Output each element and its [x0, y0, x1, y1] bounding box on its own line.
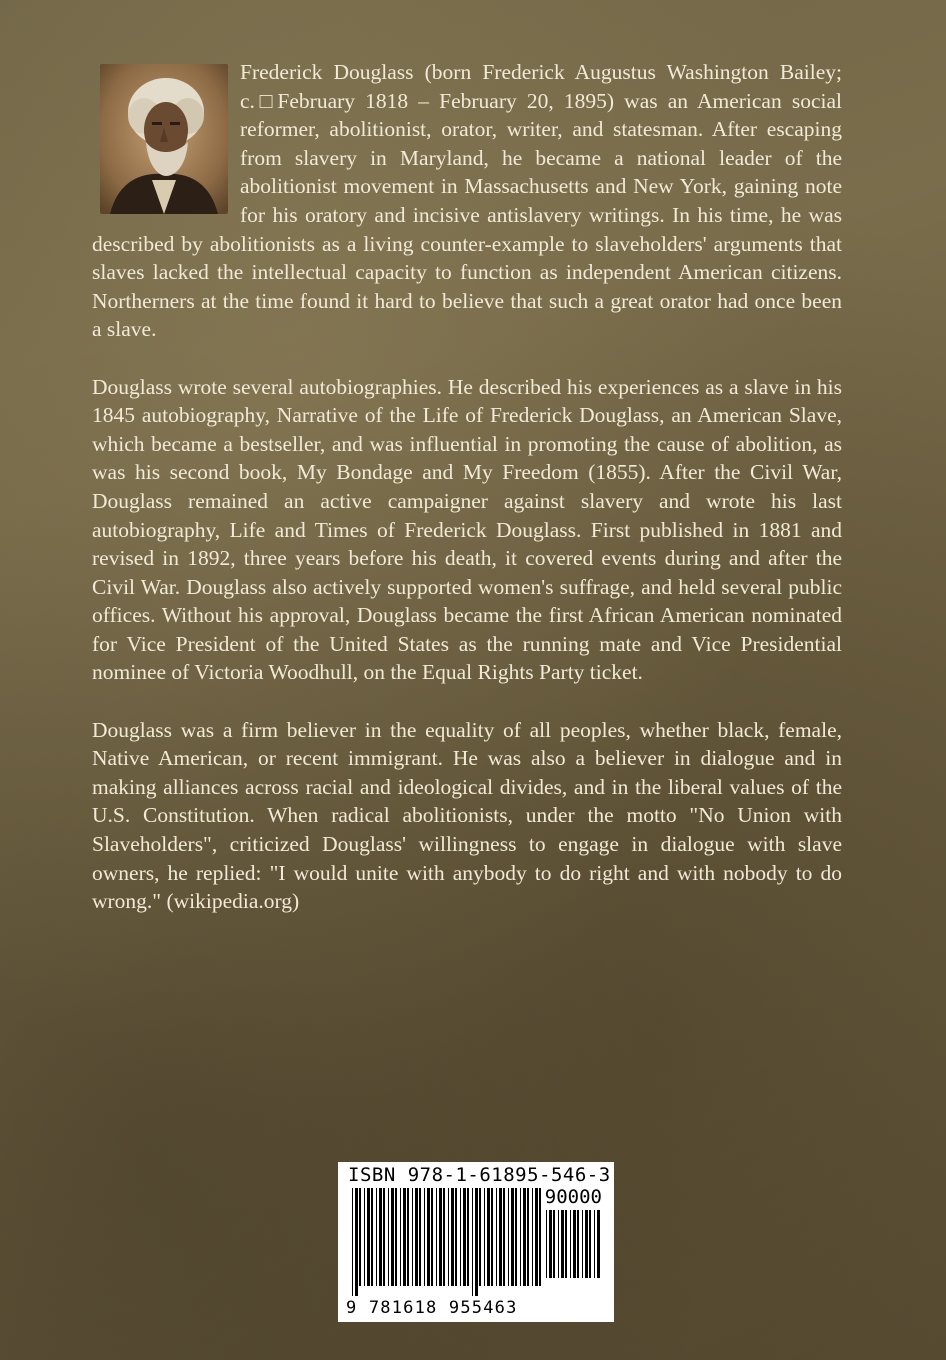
barcode-bar: [565, 1210, 567, 1278]
barcode-bar: [582, 1210, 583, 1278]
barcode-bar: [508, 1188, 509, 1286]
barcode-bar: [460, 1188, 461, 1286]
barcode-digits: 9 781618 955463: [346, 1298, 518, 1318]
paragraph-3: Douglass was a firm believer in the equality of all peoples, whether black, female, Native American, or recent immigrant. He was also a believer in dialogue and in making alliances across racial and ideological divides, and in the liberal values of the U.S. Constitution. When radical abolitionists, under the motto "No Union with Slaveholders", criticized Douglass' willingness to engage in dialogue with slave owners, he replied: "I would unite with anybody to do right and with nobody to do wrong." (wikipedia.org): [92, 717, 842, 914]
barcode-bar: [383, 1188, 385, 1286]
barcode-bar: [511, 1188, 514, 1286]
barcode-bar: [527, 1188, 529, 1286]
barcode-bar: [594, 1210, 595, 1278]
barcode-bar: [577, 1210, 579, 1278]
barcode-bar: [424, 1188, 425, 1286]
barcode-bars-icon: [352, 1188, 542, 1296]
barcode-bar: [491, 1188, 493, 1286]
barcode-bar: [407, 1188, 409, 1286]
barcode-bar: [487, 1188, 490, 1286]
barcode-bar: [499, 1188, 502, 1286]
barcode-bar: [472, 1188, 473, 1296]
price-code: 90000: [544, 1186, 602, 1208]
barcode-bar: [419, 1188, 421, 1286]
barcode-bar: [400, 1188, 401, 1286]
barcode-bar: [448, 1188, 449, 1286]
paragraph-1: [92, 58, 842, 344]
barcode-bar: [475, 1188, 478, 1296]
barcode-bar: [455, 1188, 457, 1286]
barcode-bar: [436, 1188, 437, 1286]
barcode-bar: [467, 1188, 469, 1286]
paragraph-1-text: Frederick Douglass (born Frederick Augustus Washington Bailey; c.□February 1818 – February 20, 1895) was an American social reformer, abolitionist, orator, writer, and statesman. After escaping from slavery in Maryland, he became a national leader of the abolitionist movement in Massachusetts and New York, gaining note for his oratory and incisive antislavery writings. In his time, he was described by abolitionists as a living counter-example to slaveholders' arguments that slaves lacked the intellectual capacity to function as independent American citizens. Northerners at the time found it hard to believe that such a great orator had once been a slave.: [92, 60, 842, 342]
barcode-bar: [388, 1188, 389, 1286]
barcode-bar: [376, 1188, 377, 1286]
barcode-bar: [479, 1188, 481, 1286]
barcode-bar: [503, 1188, 505, 1286]
barcode-bar: [561, 1210, 564, 1278]
isbn-barcode: [338, 1162, 614, 1322]
barcode-bar: [371, 1188, 373, 1286]
barcode-bar: [553, 1210, 555, 1278]
barcode-bar: [463, 1188, 466, 1286]
barcode-bar: [570, 1210, 571, 1278]
barcode-bar: [585, 1210, 588, 1278]
barcode-bar: [443, 1188, 445, 1286]
barcode-bar: [515, 1188, 517, 1286]
barcode-bar: [546, 1210, 547, 1278]
barcode-bar: [520, 1188, 521, 1286]
barcode-bar: [558, 1210, 559, 1278]
barcode-bar: [484, 1188, 485, 1286]
barcode-bar: [573, 1210, 576, 1278]
barcode-bar: [364, 1188, 365, 1286]
author-portrait-icon: [100, 64, 228, 214]
paragraph-2: Douglass wrote several autobiographies. He described his experiences as a slave in his 1845 autobiography, Narrative of the Life of Frederick Douglass, an American Slave, which became a bestseller, and was influential in promoting the cause of abolition, as was his second book, My Bondage and My Freedom (1855). After the Civil War, Douglass remained an active campaigner against slavery and wrote his last autobiography, Life and Times of Frederick Douglass. First published in 1881 and revised in 1892, three years before his death, it covered events during and after the Civil War. Douglass also actively supported women's suffrage, and held several public offices. Without his approval, Douglass became the first African American nominated for Vice President of the United States as the running mate and Vice Presidential nominee of Victoria Woodhull, on the Equal Rights Party ticket.: [92, 374, 842, 685]
barcode-bar: [539, 1188, 541, 1286]
barcode-bar: [431, 1188, 433, 1286]
barcode-bar: [549, 1210, 552, 1278]
barcode-bar: [496, 1188, 497, 1286]
description-text: [92, 58, 842, 944]
barcode-bar: [391, 1188, 394, 1286]
barcode-bar: [427, 1188, 430, 1286]
barcode-bar: [367, 1188, 370, 1286]
barcode-bar: [535, 1188, 538, 1286]
barcode-bar: [439, 1188, 442, 1286]
barcode-bar: [412, 1188, 413, 1286]
barcode-bar: [359, 1188, 361, 1286]
barcode-bar: [403, 1188, 406, 1286]
isbn-label: ISBN 978-1-61895-546-3: [348, 1164, 611, 1186]
barcode-bar: [451, 1188, 454, 1286]
barcode-bar: [532, 1188, 533, 1286]
barcode-bar: [597, 1210, 600, 1278]
barcode-bar: [352, 1188, 353, 1296]
barcode-bar: [379, 1188, 382, 1286]
barcode-bar: [415, 1188, 418, 1286]
addon-barcode-bars-icon: [546, 1210, 602, 1288]
barcode-bar: [589, 1210, 591, 1278]
barcode-bar: [523, 1188, 526, 1286]
barcode-bar: [395, 1188, 397, 1286]
barcode-bar: [355, 1188, 358, 1296]
